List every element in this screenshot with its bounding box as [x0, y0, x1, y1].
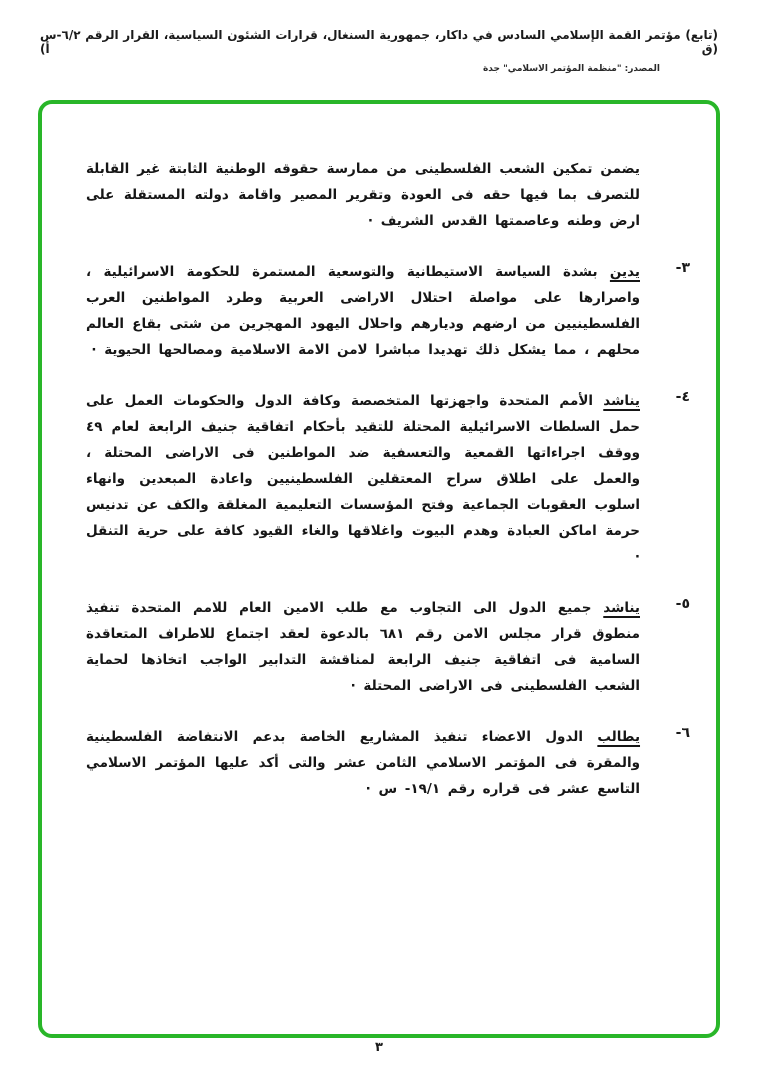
paragraph-number: ٦- — [675, 725, 690, 741]
paragraph-lead: يدين — [609, 264, 640, 280]
paragraph-lead: يناشد — [603, 600, 640, 616]
paragraph-text-block — [86, 388, 640, 570]
paragraph-lead: يناشد — [603, 393, 640, 409]
paragraph-text: بشدة السياسة الاستيطانية والتوسعية المستمرة للحكومة الاسرائيلية ، واصرارها على مواصلة احتلال الاراضى العربية وطرد المواطنين العرب الفلسطينيين من ارضهم وديارهم واحلال اليهود المهجرين من شتى بقاع العالم محلهم ، مما يشكل ذلك تهديدا مباشرا لامن الامة الاسلامية ومصالحها الحيوية · — [86, 264, 640, 358]
paragraph-lead: يطالب — [597, 729, 641, 745]
paragraph-number: ٤- — [675, 389, 690, 405]
document-body — [42, 104, 716, 802]
paragraph-text: الدول الاعضاء تنفيذ المشاريع الخاصة بدعم الانتفاضة الفلسطينية والمقرة فى المؤتمر الاسلامي الثامن عشر والتى أكد عليها المؤتمر الاسلامي التاسع عشر فى قراره رقم ١٩/١- س · — [86, 729, 640, 797]
paragraph-text: جميع الدول الى التجاوب مع طلب الامين العام للامم المتحدة تنفيذ منطوق قرار مجلس الامن رقم ٦٨١ بالدعوة لعقد اجتماع للاطراف المتعاقدة السامية فى اتفاقية جنيف الرابعة لمناقشة التدابير الواجب اتخاذها لحماية الشعب الفلسطينى فى الاراضى المحتلة · — [86, 600, 640, 694]
document-header: (تابع) مؤتمر القمة الإسلامي السادس في داكار، جمهورية السنغال، قرارات الشئون السياسية، القرار الرقم ٦/٢-س (ق أ) — [40, 28, 718, 56]
page-number: ٣ — [375, 1040, 383, 1055]
paragraph-row — [86, 259, 690, 363]
content-frame — [38, 100, 720, 1038]
paragraph-row — [86, 156, 690, 234]
paragraph-text-block — [86, 595, 640, 699]
paragraph-number — [656, 156, 690, 234]
source-line: المصدر: "منظمة المؤتمر الاسلامي" جدة — [482, 64, 660, 74]
paragraph-row — [86, 388, 690, 570]
paragraph-text: الأمم المتحدة واجهزتها المتخصصة وكافة الدول والحكومات العمل على حمل السلطات الاسرائيلية المحتلة للتقيد بأحكام اتفاقية جنيف الرابعة لعام ٤٩ ووقف اجراءاتها القمعية والتعسفية ضد المواطنين فى الاراضى المحتلة ، والعمل على اطلاق سراح المعتقلين الفلسطينيين واعادة المبعدين وانهاء اسلوب العقوبات الجماعية وفتح المؤسسات التعليمية المغلقة والكف عن تدنيس حرمة اماكن العبادة وهدم البيوت واغلاقها والغاء القيود كافة على حرية التنقل · — [86, 393, 640, 565]
document-header-block — [40, 28, 718, 74]
paragraph-row — [86, 724, 690, 802]
paragraph-number: ٣- — [675, 260, 690, 276]
paragraph-text: يضمن تمكين الشعب الفلسطينى من ممارسة حقوقه الوطنية الثابتة غير القابلة للتصرف بما فيها حقه فى العودة وتقرير المصير واقامة دولته المستقلة على ارض وطنه وعاصمتها القدس الشريف · — [86, 161, 640, 229]
paragraph-text-block — [86, 724, 640, 802]
paragraph-text-block — [86, 259, 640, 363]
paragraph-text-block — [86, 156, 640, 234]
paragraph-row — [86, 595, 690, 699]
paragraph-number: ٥- — [675, 596, 690, 612]
